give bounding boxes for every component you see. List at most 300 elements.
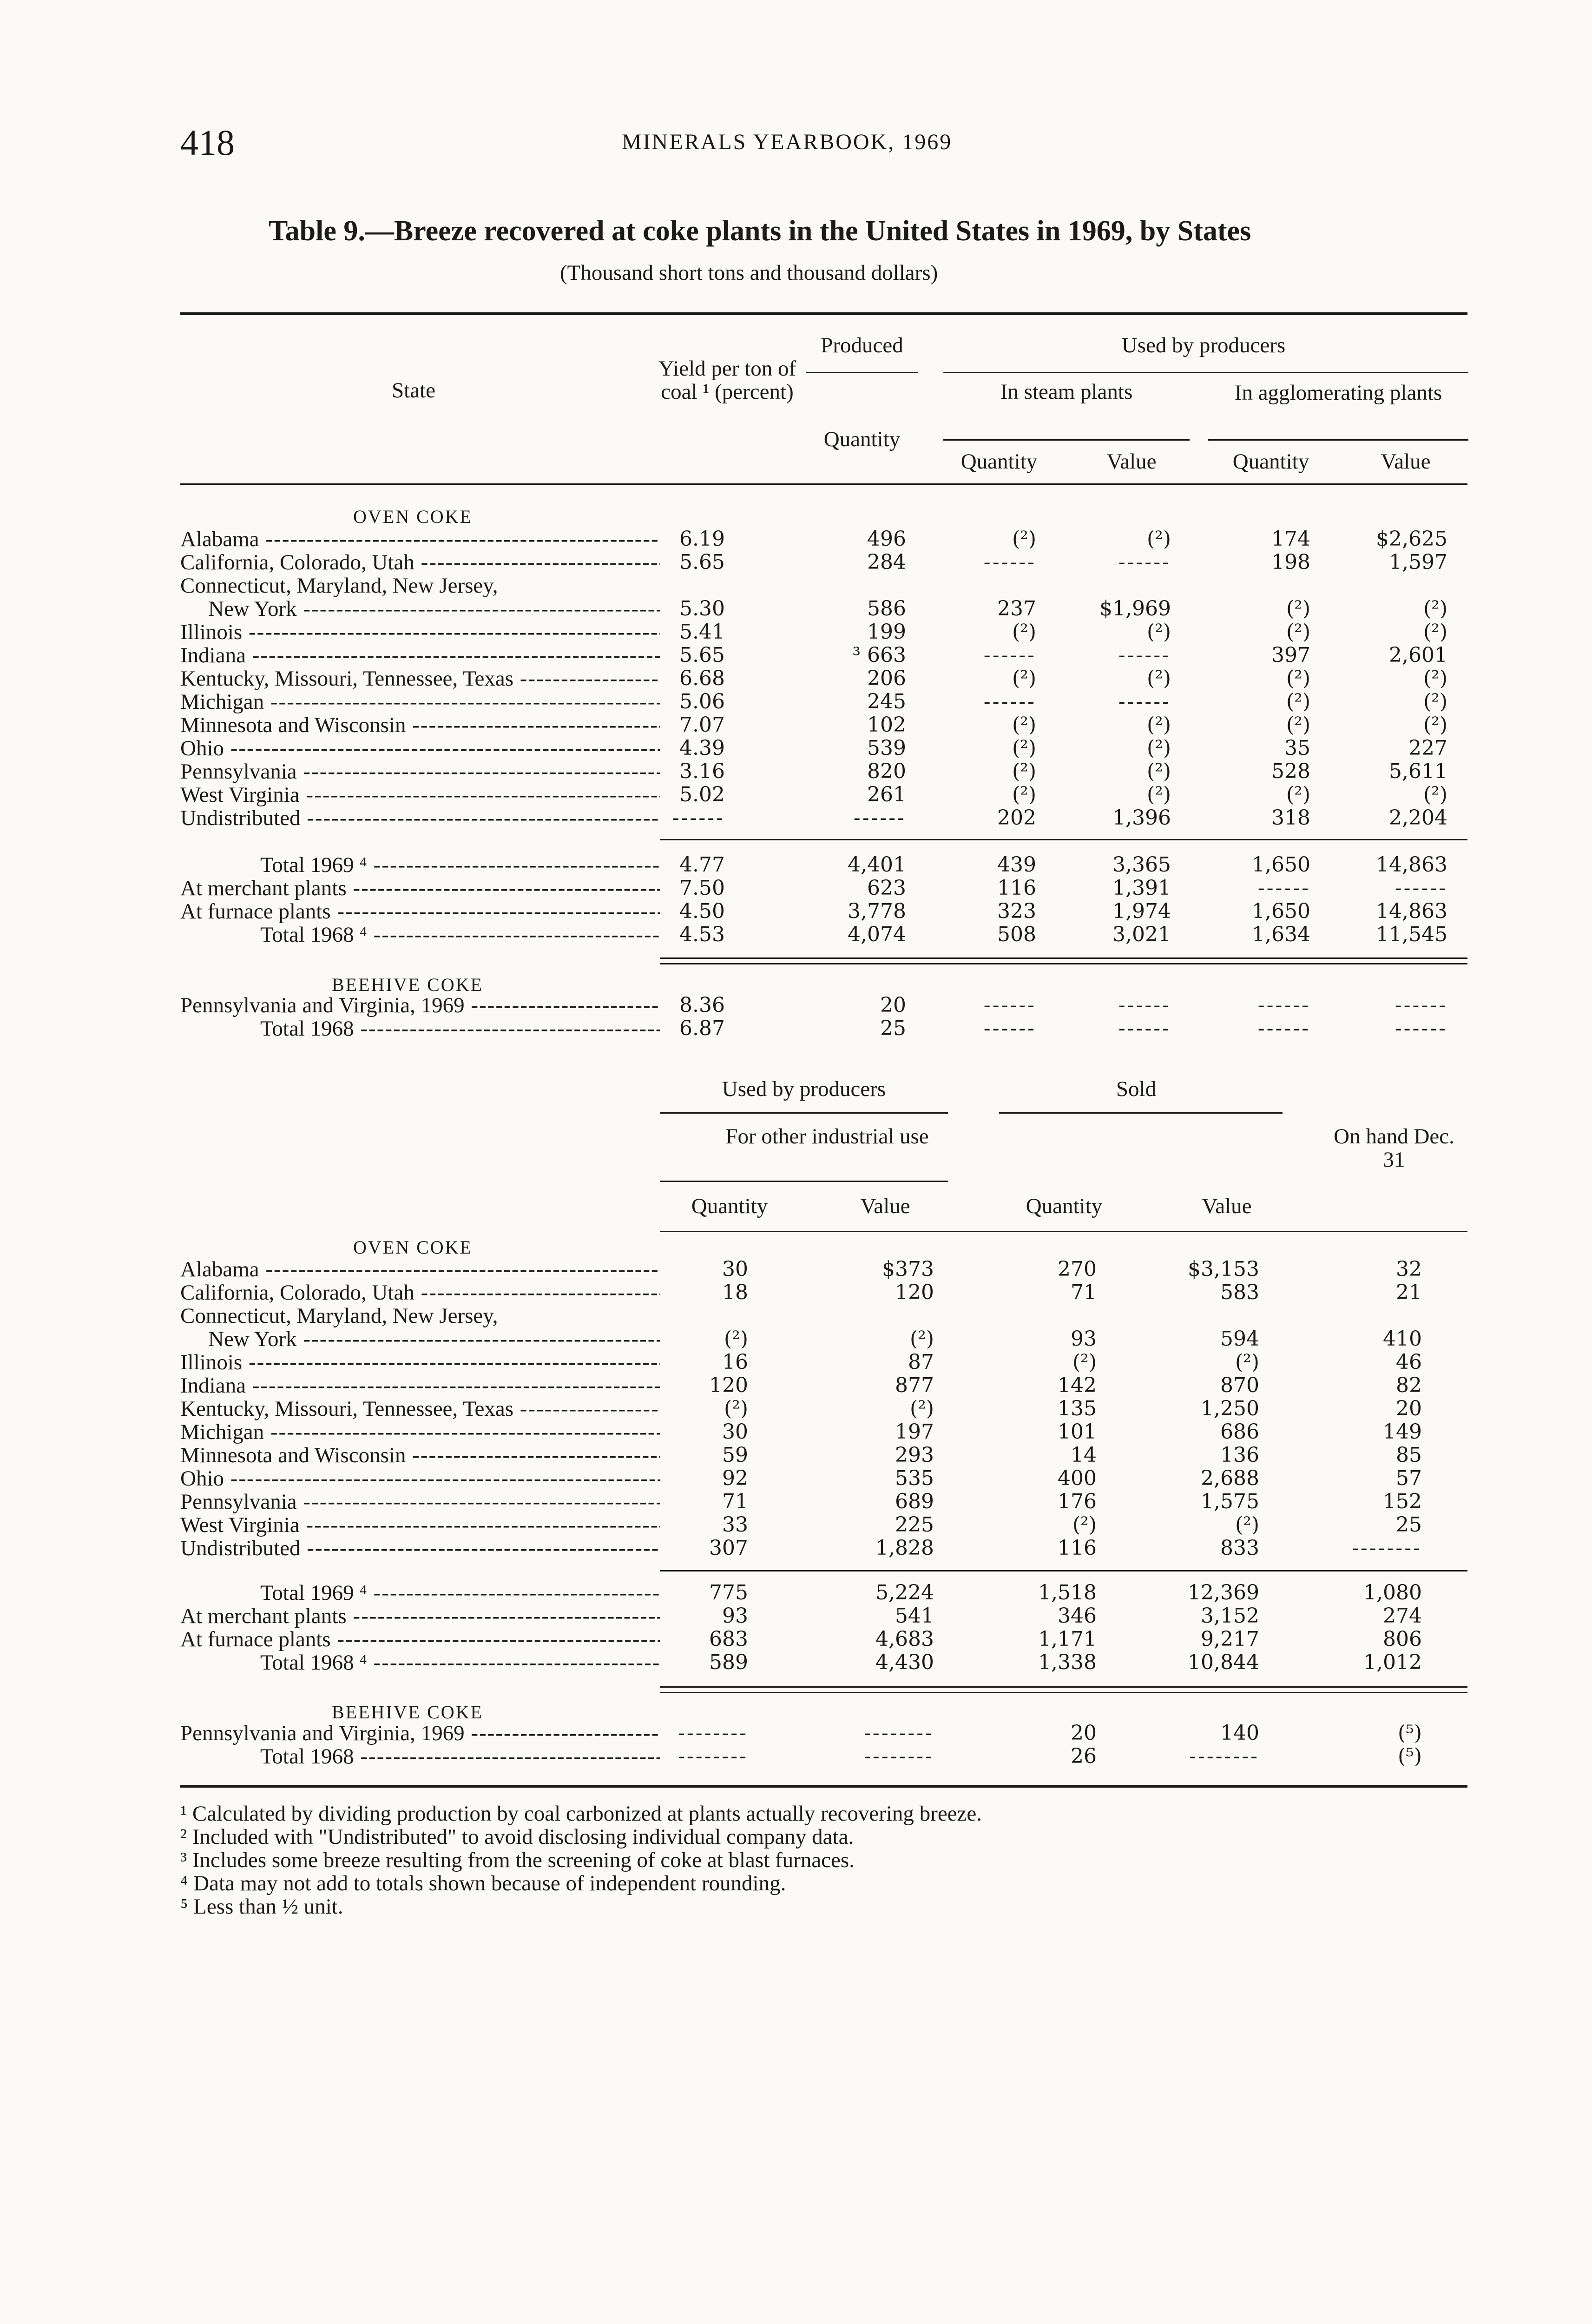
header-other-value: Value [860, 1194, 910, 1218]
table-cell: 9,217 [1201, 1627, 1259, 1651]
header-produced: Produced [821, 333, 903, 357]
table-subtitle: (Thousand short tons and thousand dollars) [560, 261, 938, 285]
total-row [0, 1604, 1592, 1628]
row-label: Alabama ----- [180, 528, 660, 551]
table-cell: (²) [1072, 1350, 1097, 1374]
table-cell: (²) [724, 1397, 748, 1420]
table-cell: (²) [1286, 713, 1310, 737]
table-cell: ------ [983, 690, 1036, 713]
table-cell: 3,365 [1112, 853, 1171, 877]
row-label: Illinois ----- [180, 621, 660, 644]
table-cell: 594 [1220, 1327, 1259, 1351]
row-label: Undistributed ----- [180, 1537, 660, 1560]
section-beehive-coke-2: BEEHIVE COKE [332, 1702, 483, 1723]
header-agglomerating-quantity: Quantity [1232, 449, 1309, 474]
table-cell: 1,250 [1201, 1397, 1259, 1420]
table-cell: (²) [724, 1327, 748, 1351]
table-cell: (²) [1147, 713, 1171, 737]
table-cell: (²) [1286, 620, 1310, 644]
table-row [0, 760, 1592, 783]
table-cell: 30 [722, 1257, 748, 1281]
row-label: Michigan ----- [180, 1420, 660, 1444]
table-row [0, 1017, 1592, 1040]
table-cell: (⁵) [1398, 1744, 1422, 1768]
table-row [0, 1258, 1592, 1281]
table-cell: 14 [1071, 1443, 1097, 1467]
table-cell: 293 [895, 1443, 934, 1467]
footnote: ² Included with "Undistributed" to avoid disclosing individual company data. [180, 1825, 854, 1849]
table-cell: -------- [678, 1721, 748, 1745]
table-cell: 683 [709, 1627, 748, 1651]
table-cell: (²) [1423, 783, 1447, 806]
total-row [0, 923, 1592, 946]
row-label: New York ----- [208, 1327, 660, 1351]
table-cell: 508 [997, 923, 1036, 946]
table-cell: 5.65 [679, 550, 725, 574]
table-cell: 5.41 [679, 620, 725, 644]
table-cell: 270 [1058, 1257, 1097, 1281]
table-row [0, 528, 1592, 551]
table-cell: 6.68 [679, 667, 725, 690]
table-cell: ------ [1395, 876, 1447, 900]
table-cell: 4.77 [679, 853, 725, 877]
table-cell: 2,204 [1389, 806, 1447, 830]
table-cell: -------- [864, 1721, 934, 1745]
table-cell: 12,369 [1188, 1581, 1259, 1604]
bottom-rule [180, 1785, 1467, 1788]
row-label: Minnesota and Wisconsin ----- [180, 1444, 660, 1467]
table-cell: 833 [1220, 1536, 1259, 1560]
header-steam-quantity: Quantity [960, 449, 1038, 474]
row-label: Minnesota and Wisconsin ----- [180, 713, 660, 737]
table-row [0, 1374, 1592, 1397]
table-cell: $2,625 [1376, 527, 1447, 551]
table-cell: (²) [1286, 667, 1310, 690]
table-cell: ------ [853, 806, 906, 830]
table-row [0, 621, 1592, 644]
table-cell: 1,080 [1363, 1581, 1422, 1604]
table-cell: (²) [1012, 783, 1036, 806]
total-row [0, 900, 1592, 923]
table-cell: 57 [1396, 1466, 1422, 1490]
table-cell: ------ [1118, 993, 1171, 1017]
total-row [0, 1651, 1592, 1674]
table-title: Table 9.—Breeze recovered at coke plants in the United States in 1969, by States [269, 215, 1251, 247]
table-cell: (²) [1012, 713, 1036, 737]
section-beehive-coke: BEEHIVE COKE [332, 974, 483, 995]
table-cell: 21 [1396, 1281, 1422, 1304]
row-label: At merchant plants ----- [180, 1604, 660, 1628]
row-label: Illinois ----- [180, 1351, 660, 1374]
header-produced-quantity: Quantity [823, 427, 901, 451]
table-cell: (²) [1147, 527, 1171, 551]
table-cell: 5.65 [679, 643, 725, 667]
table-row [0, 783, 1592, 806]
table-cell: (²) [1012, 527, 1036, 551]
table-cell: (²) [1147, 759, 1171, 783]
table-cell: 3,152 [1201, 1604, 1259, 1628]
table-cell: 589 [709, 1651, 748, 1674]
table-cell: -------- [1352, 1536, 1422, 1560]
table-cell: 4,074 [848, 923, 906, 946]
table-cell: ------ [1118, 690, 1171, 713]
table-row [0, 1351, 1592, 1374]
table-cell: 307 [709, 1536, 748, 1560]
table-row [0, 667, 1592, 690]
table-cell: 1,650 [1252, 853, 1310, 877]
table-cell: 284 [867, 550, 906, 574]
table-cell: ------ [1395, 993, 1447, 1017]
table-cell: ------ [1395, 1017, 1447, 1040]
row-label: Connecticut, Maryland, New Jersey, [180, 574, 498, 598]
table-cell: ------ [1257, 993, 1310, 1017]
table-cell: 5,611 [1389, 759, 1447, 783]
table-cell: 93 [1071, 1327, 1097, 1351]
table-row [0, 1281, 1592, 1304]
table-cell: ------ [983, 550, 1036, 574]
header-agglomerating-value: Value [1381, 449, 1431, 474]
row-label: Undistributed ----- [180, 806, 660, 830]
table-cell: (²) [1423, 620, 1447, 644]
table-row [0, 574, 1592, 597]
table-cell: 5.30 [679, 597, 725, 621]
header-other-quantity: Quantity [691, 1194, 768, 1218]
table-cell: ------ [1118, 550, 1171, 574]
header-sold-quantity: Quantity [1026, 1194, 1103, 1218]
table-cell: (⁵) [1398, 1721, 1422, 1745]
table-cell: (²) [1235, 1350, 1259, 1374]
header-agglomerating: In agglomerating plants [1234, 381, 1442, 405]
table-cell: (²) [1147, 736, 1171, 760]
table-cell: 176 [1058, 1490, 1097, 1513]
table-cell: 1,575 [1201, 1490, 1259, 1513]
table-cell: ------ [983, 1017, 1036, 1040]
table-cell: 20 [1396, 1397, 1422, 1420]
table-cell: (²) [1286, 597, 1310, 621]
section-oven-coke: OVEN COKE [353, 506, 473, 527]
row-label: Indiana ----- [180, 644, 660, 667]
footnote: ¹ Calculated by dividing production by coal carbonized at plants actually recovering breeze. [180, 1802, 982, 1826]
table-cell: 8.36 [679, 993, 725, 1017]
row-label: Total 1969 ⁴ ----- [260, 1581, 660, 1604]
table-cell: $373 [882, 1257, 934, 1281]
table-cell: ³ 663 [852, 643, 906, 667]
table-cell: 142 [1058, 1373, 1097, 1397]
table-cell: (²) [1012, 759, 1036, 783]
table-cell: 46 [1396, 1350, 1422, 1374]
table-cell: (²) [1072, 1513, 1097, 1537]
table-cell: 318 [1271, 806, 1310, 830]
total-row [0, 877, 1592, 900]
table-row [0, 1327, 1592, 1351]
table-cell: ------ [1257, 876, 1310, 900]
table-cell: 82 [1396, 1373, 1422, 1397]
table-cell: (²) [910, 1397, 934, 1420]
table-cell: 32 [1396, 1257, 1422, 1281]
table-cell: (²) [1235, 1513, 1259, 1537]
table-cell: (²) [1286, 690, 1310, 713]
table-cell: 197 [895, 1420, 934, 1444]
table-cell: 4.53 [679, 923, 725, 946]
table-cell: (²) [1423, 713, 1447, 737]
table-cell: 870 [1220, 1373, 1259, 1397]
table-cell: 14,863 [1376, 853, 1447, 877]
table-cell: ------ [983, 643, 1036, 667]
table-cell: 7.07 [679, 713, 725, 737]
table-cell: 1,396 [1112, 806, 1171, 830]
row-label: Indiana ----- [180, 1374, 660, 1397]
table-cell: 3,021 [1112, 923, 1171, 946]
table-cell: (²) [1423, 690, 1447, 713]
table-cell: 535 [895, 1466, 934, 1490]
table-cell: ------ [1257, 1017, 1310, 1040]
table-row [0, 551, 1592, 574]
table-cell: 20 [1071, 1721, 1097, 1745]
row-label: West Virginia ----- [180, 1513, 660, 1537]
table-cell: $3,153 [1188, 1257, 1259, 1281]
row-label: Pennsylvania ----- [180, 760, 660, 783]
table-cell: 400 [1058, 1466, 1097, 1490]
table-cell: 30 [722, 1420, 748, 1444]
table-cell: 174 [1271, 527, 1310, 551]
table-cell: 1,828 [875, 1536, 934, 1560]
table-cell: 1,518 [1038, 1581, 1097, 1604]
table-cell: (²) [1423, 667, 1447, 690]
table-cell: 245 [867, 690, 906, 713]
table-cell: 820 [867, 759, 906, 783]
table-cell: 101 [1058, 1420, 1097, 1444]
row-label: At furnace plants ----- [180, 1628, 660, 1651]
table-cell: 4.39 [679, 736, 725, 760]
table-cell: 87 [908, 1350, 934, 1374]
table-cell: 2,688 [1201, 1466, 1259, 1490]
table-cell: 2,601 [1389, 643, 1447, 667]
row-label: New York ----- [208, 597, 660, 621]
table-cell: 6.87 [679, 1017, 725, 1040]
table-cell: 410 [1383, 1327, 1422, 1351]
table-cell: 3,778 [848, 899, 906, 923]
table-cell: 496 [867, 527, 906, 551]
table-cell: 35 [1284, 736, 1310, 760]
header-on-hand: On hand Dec. 31 [1334, 1124, 1454, 1172]
table-cell: 1,597 [1389, 550, 1447, 574]
table-cell: 225 [895, 1513, 934, 1537]
table-cell: 120 [709, 1373, 748, 1397]
row-label: Alabama ----- [180, 1258, 660, 1281]
row-label: Total 1968 ----- [260, 1017, 660, 1040]
table-cell: 1,391 [1112, 876, 1171, 900]
table-cell: 237 [997, 597, 1036, 621]
table-row [0, 1304, 1592, 1327]
table-row [0, 1745, 1592, 1768]
table-cell: 202 [997, 806, 1036, 830]
table-cell: 26 [1071, 1744, 1097, 1768]
table-cell: 528 [1271, 759, 1310, 783]
table-cell: (²) [1147, 783, 1171, 806]
row-label: Ohio ----- [180, 737, 660, 760]
table-cell: 116 [1058, 1536, 1097, 1560]
table-cell: 20 [880, 993, 906, 1017]
table-cell: 4,401 [848, 853, 906, 877]
table-cell: 59 [722, 1443, 748, 1467]
row-label: California, Colorado, Utah ----- [180, 1281, 660, 1304]
footnote: ³ Includes some breeze resulting from the screening of coke at blast furnaces. [180, 1848, 855, 1872]
table-cell: 25 [1396, 1513, 1422, 1537]
table-cell: 1,650 [1252, 899, 1310, 923]
table-cell: 14,863 [1376, 899, 1447, 923]
row-label: Pennsylvania and Virginia, 1969 ----- [180, 1722, 660, 1745]
table-cell: 102 [867, 713, 906, 737]
table-cell: 16 [722, 1350, 748, 1374]
table-cell: 806 [1383, 1627, 1422, 1651]
table-cell: 92 [722, 1466, 748, 1490]
table-cell: 1,171 [1038, 1627, 1097, 1651]
table-row [0, 737, 1592, 760]
row-label: Kentucky, Missouri, Tennessee, Texas ----- [180, 667, 660, 690]
page-number: 418 [180, 122, 235, 163]
table-cell: 261 [867, 783, 906, 806]
table-row [0, 994, 1592, 1017]
row-label: Total 1969 ⁴ ----- [260, 853, 660, 877]
row-label: West Virginia ----- [180, 783, 660, 806]
table-cell: 198 [1271, 550, 1310, 574]
table-row [0, 806, 1592, 830]
table-cell: 227 [1408, 736, 1447, 760]
table-cell: 5.02 [679, 783, 725, 806]
header-steam-plants: In steam plants [1000, 380, 1133, 404]
row-label: Total 1968 ⁴ ----- [260, 923, 660, 946]
table-cell: 1,338 [1038, 1651, 1097, 1674]
table-cell: 623 [867, 876, 906, 900]
table-cell: -------- [1189, 1744, 1259, 1768]
row-label: Ohio ----- [180, 1467, 660, 1490]
table-cell: 539 [867, 736, 906, 760]
table-cell: (²) [1012, 620, 1036, 644]
total-row [0, 853, 1592, 877]
table-cell: 140 [1220, 1721, 1259, 1745]
table-cell: ------ [1118, 643, 1171, 667]
table-cell: 4,683 [875, 1627, 934, 1651]
table-cell: 18 [722, 1281, 748, 1304]
table-cell: 3.16 [679, 759, 725, 783]
total-row [0, 1581, 1592, 1604]
table-row [0, 690, 1592, 713]
table-cell: 199 [867, 620, 906, 644]
table-cell: ------ [983, 993, 1036, 1017]
table-cell: 274 [1383, 1604, 1422, 1628]
table-row [0, 713, 1592, 737]
table-cell: 323 [997, 899, 1036, 923]
table-cell: 10,844 [1188, 1651, 1259, 1674]
table-cell: ------ [1118, 1017, 1171, 1040]
table-row [0, 1467, 1592, 1490]
table-cell: 686 [1220, 1420, 1259, 1444]
table-cell: (²) [1012, 736, 1036, 760]
table-cell: 877 [895, 1373, 934, 1397]
table-cell: 4.50 [679, 899, 725, 923]
row-label: At merchant plants ----- [180, 877, 660, 900]
table-cell: 397 [1271, 643, 1310, 667]
table-cell: 152 [1383, 1490, 1422, 1513]
header-used-by-producers-2: Used by producers [722, 1077, 886, 1101]
header-sold: Sold [1116, 1077, 1157, 1101]
row-label: Total 1968 ⁴ ----- [260, 1651, 660, 1674]
table-cell: 6.19 [679, 527, 725, 551]
table-cell: $1,969 [1099, 597, 1171, 621]
table-cell: 33 [722, 1513, 748, 1537]
table-cell: ------ [672, 806, 725, 830]
section-oven-coke-2: OVEN COKE [353, 1237, 473, 1258]
table-cell: 541 [895, 1604, 934, 1628]
row-label: California, Colorado, Utah ----- [180, 551, 660, 574]
table-cell: 11,545 [1376, 923, 1447, 946]
table-row [0, 1420, 1592, 1444]
row-label: Michigan ----- [180, 690, 660, 713]
table-cell: 4,430 [875, 1651, 934, 1674]
table-row [0, 1444, 1592, 1467]
table-cell: 346 [1058, 1604, 1097, 1628]
table-row [0, 1722, 1592, 1745]
top-rule [180, 312, 1467, 315]
table-cell: 1,634 [1252, 923, 1310, 946]
table-cell: 206 [867, 667, 906, 690]
header-yield: Yield per ton of coal ¹ (percent) [658, 357, 796, 404]
table-cell: (²) [1423, 597, 1447, 621]
table-cell: -------- [678, 1744, 748, 1768]
table-row [0, 1490, 1592, 1513]
table-row [0, 1397, 1592, 1420]
table-cell: 136 [1220, 1443, 1259, 1467]
row-label: Connecticut, Maryland, New Jersey, [180, 1304, 498, 1328]
header-other-industrial: For other industrial use [725, 1124, 929, 1149]
table-row [0, 1513, 1592, 1537]
table-cell: 1,012 [1363, 1651, 1422, 1674]
table-cell: 149 [1383, 1420, 1422, 1444]
table-cell: 135 [1058, 1397, 1097, 1420]
table-cell: 71 [722, 1490, 748, 1513]
header-used-by-producers: Used by producers [1121, 333, 1286, 357]
total-row [0, 1628, 1592, 1651]
table-cell: 586 [867, 597, 906, 621]
row-label: Pennsylvania ----- [180, 1490, 660, 1513]
table-cell: (²) [1147, 667, 1171, 690]
footnote: ⁵ Less than ½ unit. [180, 1895, 343, 1919]
table-cell: -------- [864, 1744, 934, 1768]
table-cell: 7.50 [679, 876, 725, 900]
header-sold-value: Value [1202, 1194, 1252, 1218]
table-cell: 25 [880, 1017, 906, 1040]
table-cell: (²) [910, 1327, 934, 1351]
row-label: Kentucky, Missouri, Tennessee, Texas ----- [180, 1397, 660, 1420]
table-cell: 439 [997, 853, 1036, 877]
table-cell: 71 [1071, 1281, 1097, 1304]
table-cell: 775 [709, 1581, 748, 1604]
table-row [0, 1537, 1592, 1560]
table-row [0, 597, 1592, 621]
table-cell: 689 [895, 1490, 934, 1513]
table-cell: (²) [1147, 620, 1171, 644]
table-cell: 85 [1396, 1443, 1422, 1467]
header-steam-value: Value [1106, 449, 1157, 474]
footnote: ⁴ Data may not add to totals shown because of independent rounding. [180, 1871, 786, 1895]
table-cell: 93 [722, 1604, 748, 1628]
running-head: MINERALS YEARBOOK, 1969 [622, 130, 953, 154]
table-row [0, 644, 1592, 667]
row-label: At furnace plants ----- [180, 900, 660, 923]
table-cell: 1,974 [1112, 899, 1171, 923]
header-state: State [392, 378, 435, 403]
table-cell: (²) [1012, 667, 1036, 690]
